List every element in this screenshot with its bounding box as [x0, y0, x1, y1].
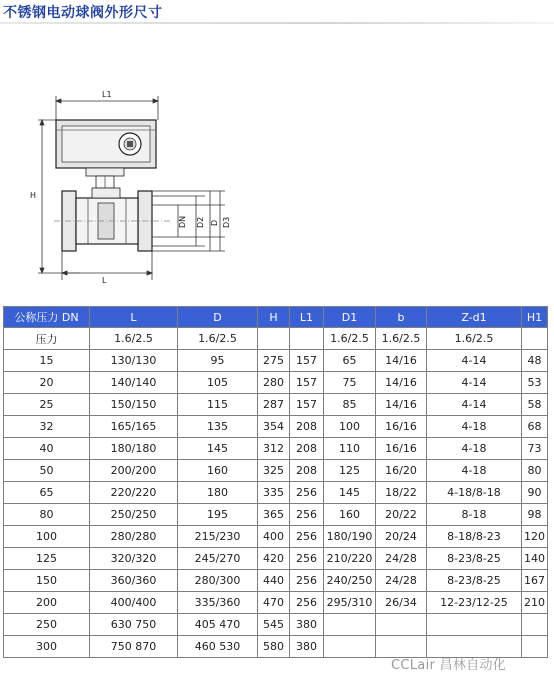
table-cell: 65	[324, 350, 376, 372]
table-cell: 18/22	[376, 482, 427, 504]
table-row	[4, 482, 548, 504]
table-cell: 140/140	[90, 372, 178, 394]
title-divider	[0, 22, 554, 24]
table-cell	[427, 614, 522, 636]
table-cell: 360/360	[90, 570, 178, 592]
table-cell: 256	[290, 526, 324, 548]
table-cell: 210	[522, 592, 548, 614]
table-cell: 470	[258, 592, 290, 614]
table-cell: 215/230	[178, 526, 258, 548]
table-cell: 50	[4, 460, 90, 482]
pressure-cell	[258, 328, 290, 350]
table-cell: 157	[290, 394, 324, 416]
label-d3: D3	[222, 216, 231, 228]
table-cell: 320/320	[90, 548, 178, 570]
table-cell: 24/28	[376, 548, 427, 570]
table-cell: 4-18	[427, 460, 522, 482]
table-cell	[324, 636, 376, 658]
page-title: 不锈钢电动球阀外形尺寸	[3, 5, 163, 21]
table-cell: 20/24	[376, 526, 427, 548]
valve-dimension-drawing	[0, 80, 290, 305]
table-cell	[376, 614, 427, 636]
table-cell: 80	[522, 460, 548, 482]
table-cell: 440	[258, 570, 290, 592]
table-cell: 14/16	[376, 394, 427, 416]
pressure-cell: 1.6/2.5	[376, 328, 427, 350]
table-cell: 80	[4, 504, 90, 526]
table-cell: 335	[258, 482, 290, 504]
table-cell: 73	[522, 438, 548, 460]
label-dn: DN	[178, 215, 187, 228]
column-header: b	[376, 307, 427, 328]
column-header: D	[178, 307, 258, 328]
table-cell: 20	[4, 372, 90, 394]
table-cell: 405 470	[178, 614, 258, 636]
table-row	[4, 570, 548, 592]
table-cell: 275	[258, 350, 290, 372]
pressure-cell: 1.6/2.5	[178, 328, 258, 350]
table-cell: 68	[522, 416, 548, 438]
table-cell: 240/250	[324, 570, 376, 592]
column-header: Z-d1	[427, 307, 522, 328]
table-cell: 12-23/12-25	[427, 592, 522, 614]
table-cell: 420	[258, 548, 290, 570]
table-cell: 256	[290, 482, 324, 504]
table-cell: 256	[290, 592, 324, 614]
table-cell: 20/22	[376, 504, 427, 526]
pressure-row	[4, 328, 548, 350]
table-cell: 135	[178, 416, 258, 438]
table-cell: 280/300	[178, 570, 258, 592]
table-row	[4, 350, 548, 372]
table-cell: 115	[178, 394, 258, 416]
table-cell: 95	[178, 350, 258, 372]
pressure-cell: 1.6/2.5	[324, 328, 376, 350]
table-cell: 100	[324, 416, 376, 438]
table-cell: 14/16	[376, 372, 427, 394]
table-cell: 210/220	[324, 548, 376, 570]
table-row	[4, 372, 548, 394]
table-cell: 98	[522, 504, 548, 526]
table-cell: 32	[4, 416, 90, 438]
table-cell: 200	[4, 592, 90, 614]
table-cell: 120	[522, 526, 548, 548]
column-header: 公称压力 DN	[4, 307, 90, 328]
table-cell: 160	[324, 504, 376, 526]
dimension-table	[3, 306, 548, 658]
table-cell: 140	[522, 548, 548, 570]
table-cell: 354	[258, 416, 290, 438]
table-cell: 208	[290, 438, 324, 460]
pressure-cell: 1.6/2.5	[427, 328, 522, 350]
table-cell: 335/360	[178, 592, 258, 614]
pressure-cell	[522, 328, 548, 350]
column-header: L1	[290, 307, 324, 328]
table-cell: 145	[178, 438, 258, 460]
table-row	[4, 526, 548, 548]
table-cell: 280/280	[90, 526, 178, 548]
table-cell: 4-14	[427, 394, 522, 416]
table-cell: 125	[324, 460, 376, 482]
column-header: L	[90, 307, 178, 328]
table-cell: 167	[522, 570, 548, 592]
table-cell: 100	[4, 526, 90, 548]
table-cell: 208	[290, 416, 324, 438]
table-cell: 545	[258, 614, 290, 636]
table-row	[4, 504, 548, 526]
table-row	[4, 416, 548, 438]
table-row	[4, 592, 548, 614]
table-cell: 195	[178, 504, 258, 526]
table-cell: 75	[324, 372, 376, 394]
table-cell: 48	[522, 350, 548, 372]
table-cell	[324, 614, 376, 636]
table-cell: 4-18	[427, 416, 522, 438]
table-cell: 400/400	[90, 592, 178, 614]
table-row	[4, 614, 548, 636]
table-cell: 16/16	[376, 438, 427, 460]
table-cell	[522, 636, 548, 658]
table-cell: 130/130	[90, 350, 178, 372]
table-cell: 8-18/8-23	[427, 526, 522, 548]
table-cell: 256	[290, 570, 324, 592]
table-cell: 65	[4, 482, 90, 504]
table-cell: 580	[258, 636, 290, 658]
table-cell: 53	[522, 372, 548, 394]
column-header: H	[258, 307, 290, 328]
table-cell: 85	[324, 394, 376, 416]
table-cell: 157	[290, 350, 324, 372]
table-cell: 400	[258, 526, 290, 548]
table-cell	[522, 614, 548, 636]
table-cell: 4-18/8-18	[427, 482, 522, 504]
label-d2: D2	[196, 216, 205, 228]
table-cell: 160	[178, 460, 258, 482]
label-l1: L1	[102, 90, 112, 99]
label-l: L	[102, 276, 107, 285]
table-header-row	[4, 307, 548, 328]
table-cell: 220/220	[90, 482, 178, 504]
table-cell: 157	[290, 372, 324, 394]
table-cell: 180/180	[90, 438, 178, 460]
table-cell: 250/250	[90, 504, 178, 526]
table-cell: 25	[4, 394, 90, 416]
table-cell: 208	[290, 460, 324, 482]
table-cell: 312	[258, 438, 290, 460]
table-cell: 295/310	[324, 592, 376, 614]
table-cell: 287	[258, 394, 290, 416]
table-cell: 365	[258, 504, 290, 526]
table-cell: 165/165	[90, 416, 178, 438]
table-cell: 8-23/8-25	[427, 548, 522, 570]
table-cell: 245/270	[178, 548, 258, 570]
table-cell: 145	[324, 482, 376, 504]
pressure-cell: 1.6/2.5	[90, 328, 178, 350]
table-cell: 4-14	[427, 350, 522, 372]
table-cell: 14/16	[376, 350, 427, 372]
table-row	[4, 438, 548, 460]
pressure-cell: 压力	[4, 328, 90, 350]
table-cell: 250	[4, 614, 90, 636]
table-cell: 4-14	[427, 372, 522, 394]
table-cell: 630 750	[90, 614, 178, 636]
table-cell: 16/20	[376, 460, 427, 482]
table-cell: 4-18	[427, 438, 522, 460]
column-header: D1	[324, 307, 376, 328]
table-cell: 180/190	[324, 526, 376, 548]
table-cell: 750 870	[90, 636, 178, 658]
table-cell: 300	[4, 636, 90, 658]
table-row	[4, 460, 548, 482]
table-cell: 150	[4, 570, 90, 592]
table-cell: 125	[4, 548, 90, 570]
table-cell: 280	[258, 372, 290, 394]
label-h: H	[30, 191, 37, 200]
table-cell: 8-18	[427, 504, 522, 526]
table-cell: 90	[522, 482, 548, 504]
table-cell: 15	[4, 350, 90, 372]
label-d: D	[210, 219, 219, 226]
table-cell: 180	[178, 482, 258, 504]
table-cell: 200/200	[90, 460, 178, 482]
table-cell: 256	[290, 548, 324, 570]
column-header: H1	[522, 307, 548, 328]
table-cell: 26/34	[376, 592, 427, 614]
table-cell: 58	[522, 394, 548, 416]
table-cell: 40	[4, 438, 90, 460]
table-cell: 16/16	[376, 416, 427, 438]
table-cell: 256	[290, 504, 324, 526]
table-cell: 460 530	[178, 636, 258, 658]
table-cell: 24/28	[376, 570, 427, 592]
pressure-cell	[290, 328, 324, 350]
table-cell: 325	[258, 460, 290, 482]
table-cell: 105	[178, 372, 258, 394]
table-cell: 150/150	[90, 394, 178, 416]
table-cell: 8-23/8-25	[427, 570, 522, 592]
table-cell: 110	[324, 438, 376, 460]
table-cell: 380	[290, 636, 324, 658]
table-cell: 380	[290, 614, 324, 636]
table-row	[4, 548, 548, 570]
watermark: CCLair 昌林自动化	[391, 658, 507, 673]
table-row	[4, 394, 548, 416]
